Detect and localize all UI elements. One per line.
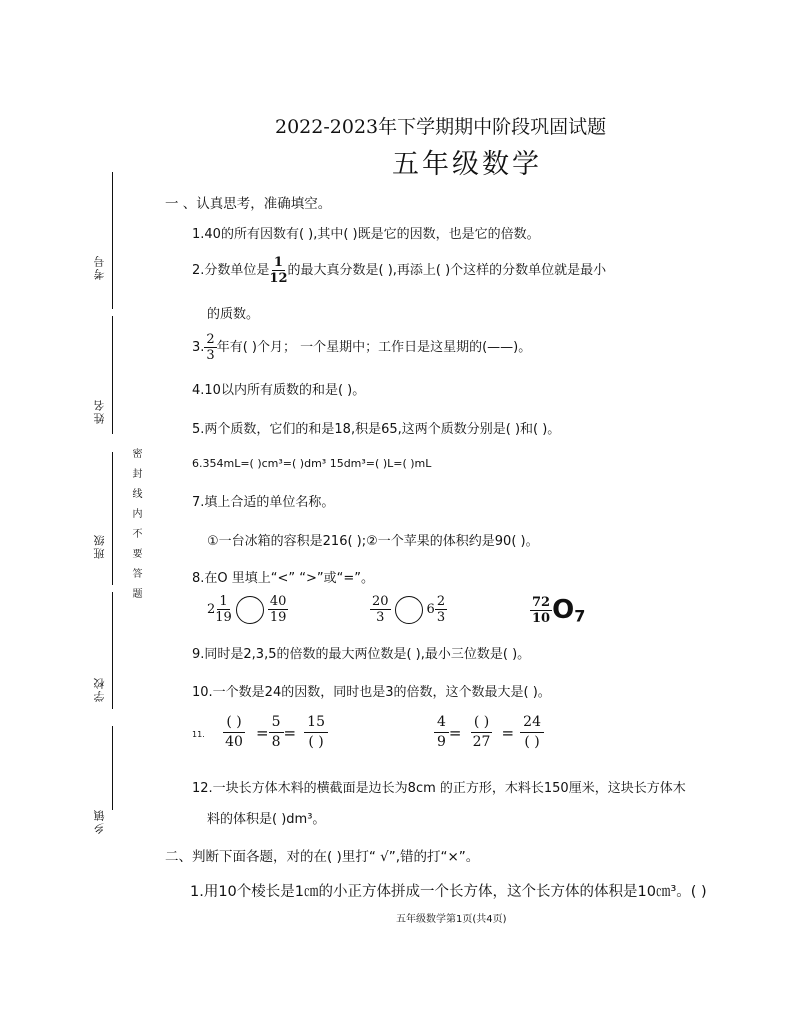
subject-title: 五年级数学 <box>392 149 542 180</box>
question-7-sub: ①一台冰箱的容积是216( );②一个苹果的体积约是90( )。 <box>207 534 539 549</box>
label-town: 乡镇 <box>93 808 106 834</box>
binding-line-town <box>112 726 113 810</box>
compare-circle-c[interactable]: O <box>552 595 575 625</box>
question-6: 6.354mL=( )cm³=( )dm³ 15dm³=( )L=( )mL <box>192 457 432 470</box>
binding-line-name <box>112 316 113 434</box>
question-3: 3. $\frac{2}{3}$ 年有( )个月； 一个星期中；工作日是这星期的(——)。 <box>192 332 532 363</box>
binding-line-exam-no <box>112 172 113 309</box>
question-7: 7.填上合适的单位名称。 <box>192 495 335 510</box>
question-4: 4.10以内所有质数的和是( )。 <box>192 383 366 398</box>
page-footer: 五年级数学第1页(共4页) <box>396 914 507 925</box>
label-school: 学校 <box>93 676 106 702</box>
binding-line-school <box>112 592 113 709</box>
question-10: 10.一个数是24的因数，同时也是3的倍数，这个数最大是( )。 <box>192 685 551 700</box>
q8-compare-a: 2 $\frac{1}{19}$ $\frac{40}{19}$ <box>207 594 287 625</box>
exam-title: 2022-2023年下学期期中阶段巩固试题 <box>275 116 607 138</box>
question-2-cont: 的质数。 <box>207 307 260 322</box>
question-2 <box>192 256 606 285</box>
q3-fraction: $\frac{2}{3}$ <box>206 332 215 363</box>
question-5: 5.两个质数，它们的和是18,积是65,这两个质数分别是( )和( )。 <box>192 422 561 437</box>
q2-text-a: 2.分数单位是 <box>192 263 270 278</box>
q2-text-b: 的最大真分数是( ),再添上( )个这样的分数单位就是最小 <box>287 263 607 278</box>
seal-note: 密封线内不要答题 <box>130 448 141 608</box>
q8-compare-c: $\frac{72}{10}$ O7 <box>532 594 586 626</box>
section2-title: 二、判断下面各题，对的在( )里打“ √”,错的打“×”。 <box>165 849 480 865</box>
section2-question-1: 1.用10个棱长是1㎝的小正方体拼成一个长方体，这个长方体的体积是10㎝³。( ) <box>190 884 707 900</box>
label-exam-no: 考号 <box>93 254 106 280</box>
label-name: 姓名 <box>93 398 106 424</box>
question-12: 12.一块长方体木料的横截面是边长为8cm 的正方形，木料长150厘米，这块长方体木 <box>192 781 686 796</box>
question-8: 8.在O 里填上“<” “>”或“=”。 <box>192 571 374 586</box>
question-11-number: 11. <box>192 730 205 739</box>
q11-group-a: $\frac{( )}{40}$ = $\frac{5}{8}$ = $\frac{15}{( )}$ <box>212 715 336 751</box>
compare-circle-a[interactable] <box>236 596 264 624</box>
q11-group-b: $\frac{4}{9}$ = $\frac{( )}{27}$ = $\frac{24}{( )}$ <box>434 715 550 751</box>
question-1: 1.40的所有因数有( ),其中( )既是它的因数，也是它的倍数。 <box>192 227 540 242</box>
compare-circle-b[interactable] <box>395 596 423 624</box>
question-12-cont: 料的体积是( )dm³。 <box>207 812 326 827</box>
label-class: 班级 <box>93 533 106 559</box>
question-9: 9.同时是2,3,5的倍数的最大两位数是( ),最小三位数是( )。 <box>192 647 531 662</box>
binding-line-class <box>112 452 113 585</box>
q8-compare-b: $\frac{20}{3}$ 6 $\frac{2}{3}$ <box>372 594 446 625</box>
section1-title: 一 、认真思考，准确填空。 <box>165 196 332 212</box>
q2-fraction: $\frac{1}{12}$ <box>269 255 288 286</box>
